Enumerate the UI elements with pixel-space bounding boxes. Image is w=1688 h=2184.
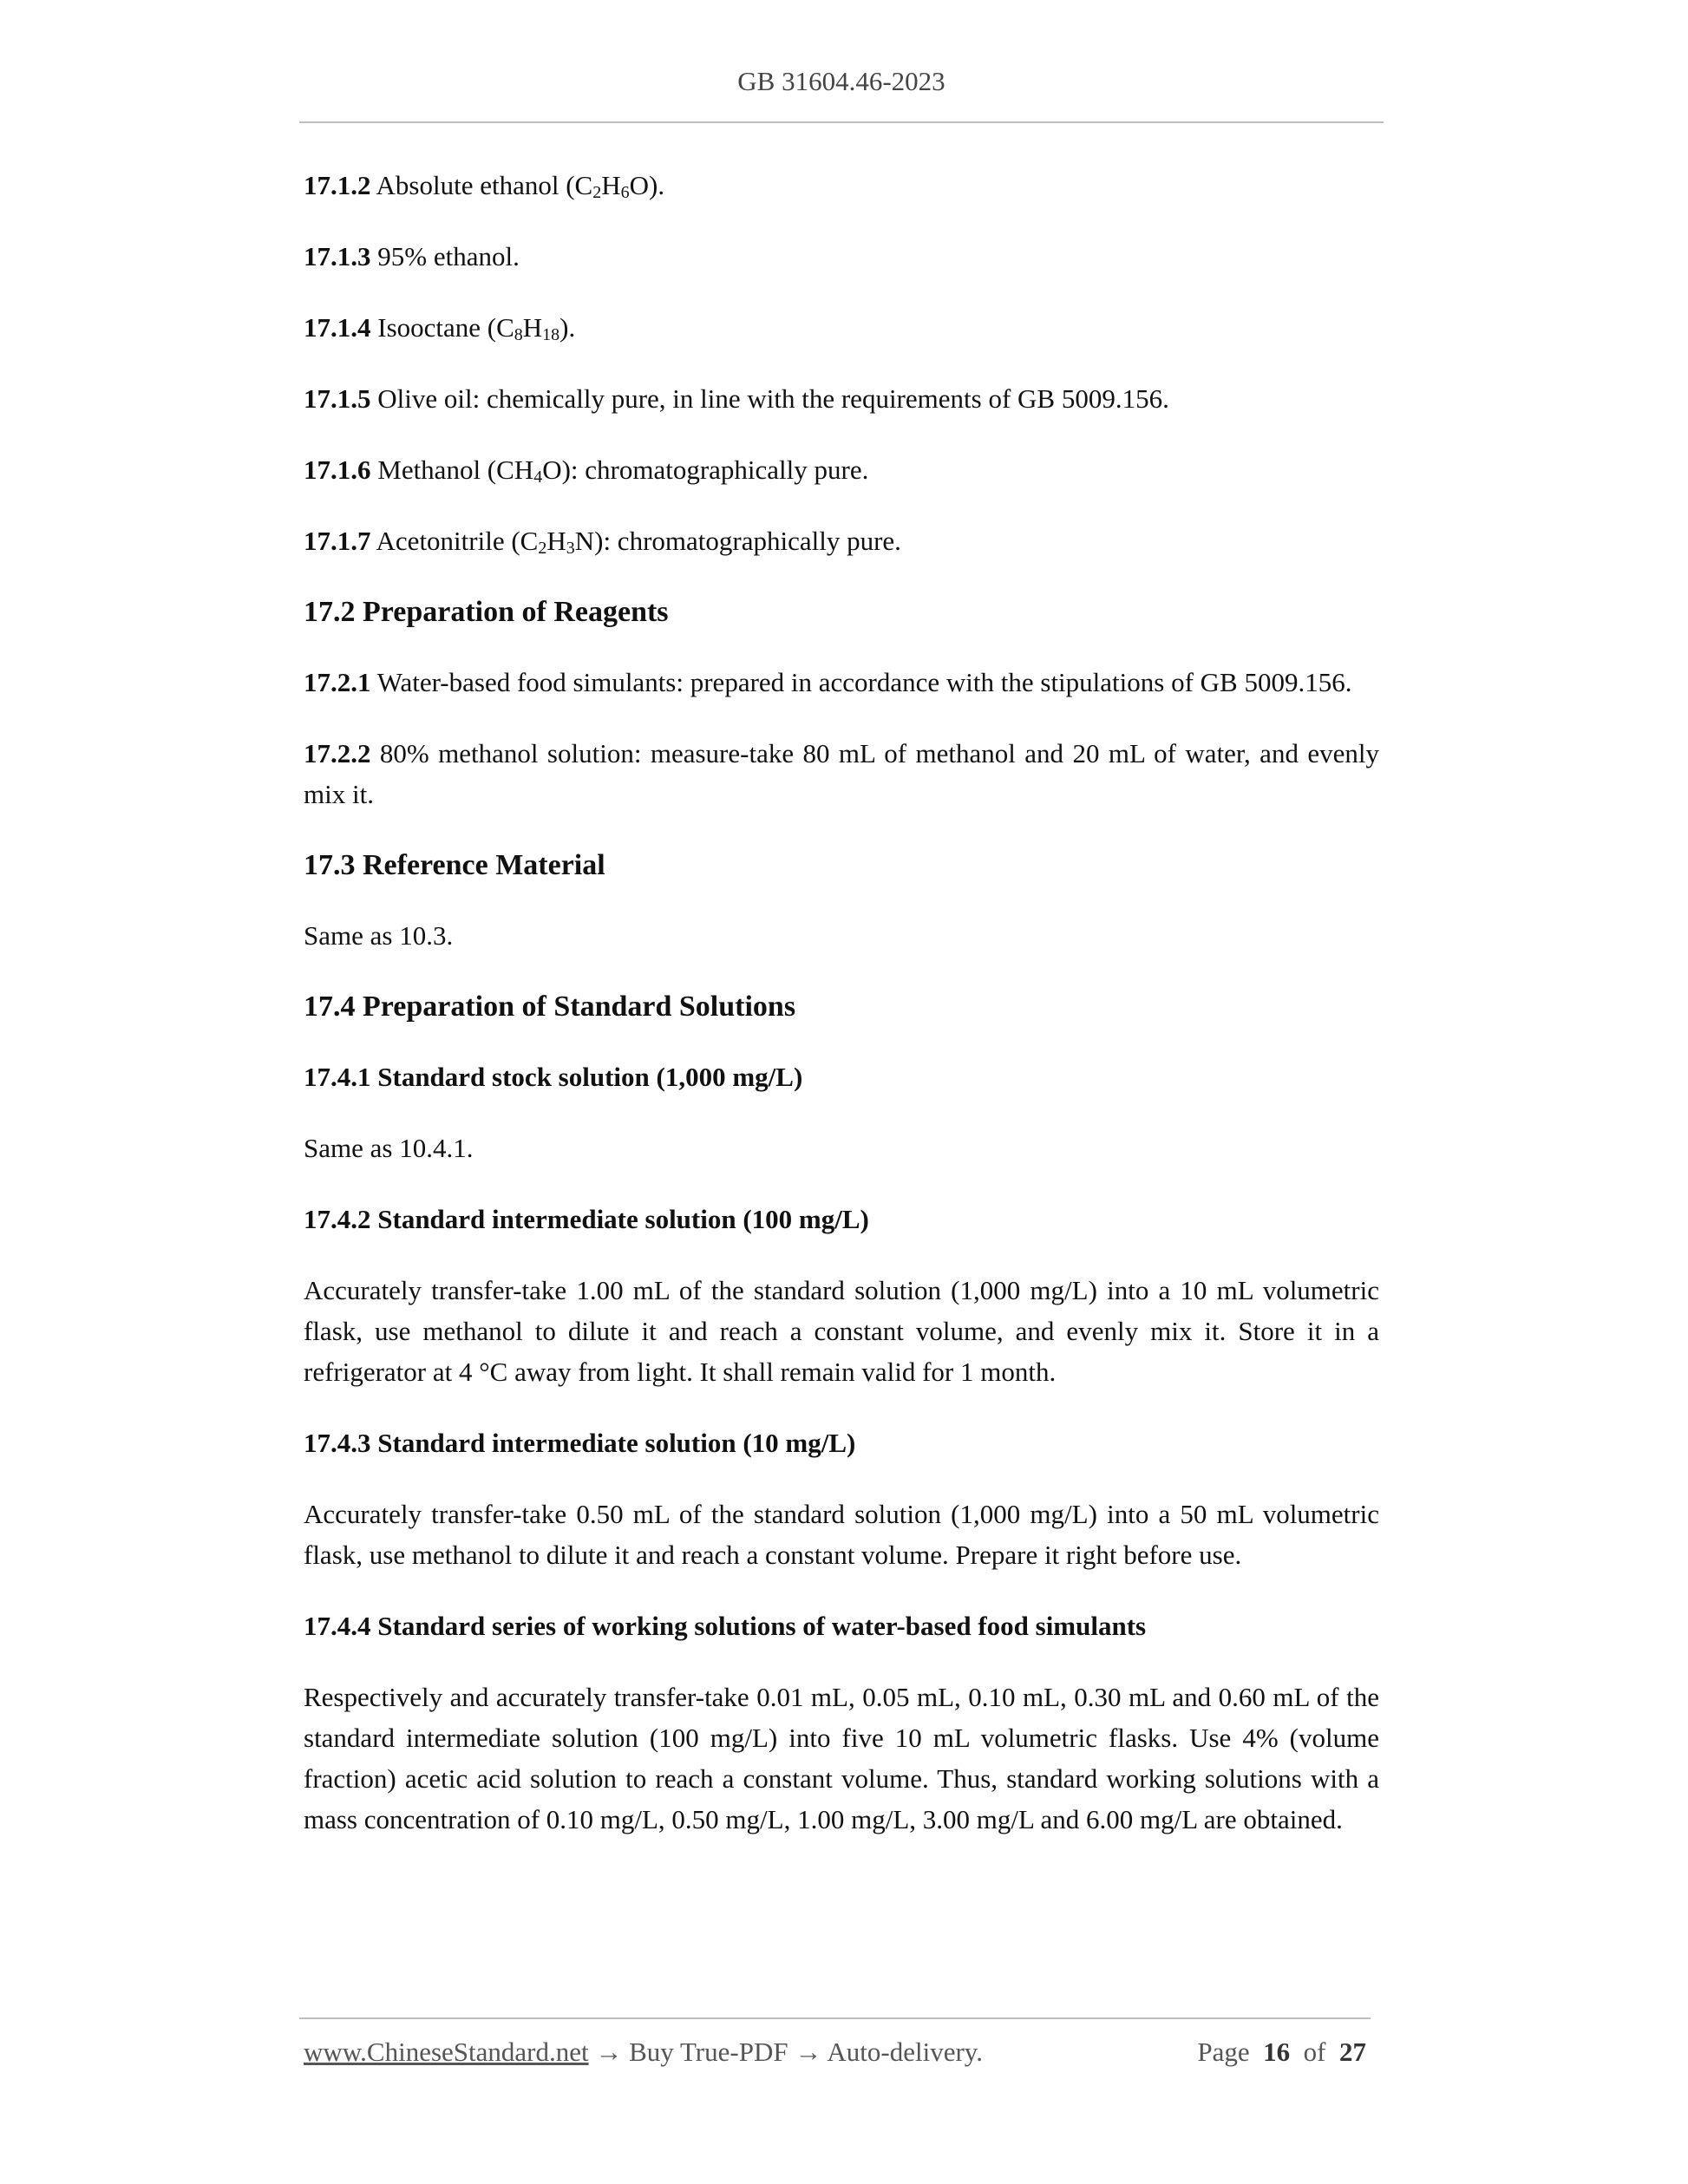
section-heading-17-4: 17.4 Preparation of Standard Solutions [304,991,796,1023]
chinesestandard-link[interactable]: www.ChineseStandard.net [304,2037,589,2067]
clause-17-2-1: 17.2.1 Water-based food simulants: prepared in accordance with the stipulations of GB 5009.156. [304,667,1352,697]
paragraph-17-4-2: Accurately transfer-take 1.00 mL of the standard solution (1,000 mg/L) into a 10 mL volumetric flask, use methanol to dilute it and reach a constant volume, and evenly mix it. Store it in a refrigerator at 4 °C away from light. It shall remain valid for 1 month. [304,1275,1379,1387]
page-total: 27 [1339,2037,1366,2067]
buy-true-pdf-text: Buy True-PDF [629,2037,788,2067]
clause-number: 17.1.3 [304,241,371,271]
clause-number: 17.1.6 [304,454,371,485]
clause-number: 17.1.4 [304,312,371,343]
clause-number: 17.2.1 [304,667,371,697]
page-number: 16 [1263,2037,1291,2067]
section-heading-17-2: 17.2 Preparation of Reagents [304,596,669,628]
clause-number: 17.1.7 [304,526,371,556]
clause-17-1-5: 17.1.5 Olive oil: chemically pure, in line with the requirements of GB 5009.156. [304,383,1169,414]
clause-number: 17.2.2 [304,738,371,768]
document-body [304,165,1379,1870]
auto-delivery-text: Auto-delivery. [827,2037,984,2067]
footer-divider [299,2017,1371,2019]
section-heading-17-3: 17.3 Reference Material [304,849,605,881]
subsection-heading-17-4-3: 17.4.3 Standard intermediate solution (10 mg/L) [304,1428,856,1458]
clause-17-1-6: 17.1.6 Methanol $(CH_4O)$: chromatographically pure. [304,454,869,487]
subsection-heading-17-4-4: 17.4.4 Standard series of working solutions of water-based food simulants [304,1611,1147,1641]
clause-17-2-2: 17.2.2 80% methanol solution: measure-take 80 mL of methanol and 20 mL of water, and evenly mix it. [304,738,1379,809]
subsection-heading-17-4-1: 17.4.1 Standard stock solution (1,000 mg/L) [304,1062,803,1092]
page-label: Page [1197,2037,1250,2067]
of-label: of [1303,2037,1326,2067]
clause-number: 17.1.2 [304,170,371,200]
paragraph-17-4-3: Accurately transfer-take 0.50 mL of the standard solution (1,000 mg/L) into a 50 mL volumetric flask, use methanol to dilute it and reach a constant volume. Prepare it right before use. [304,1499,1379,1570]
clause-17-1-3: 17.1.3 95% ethanol. [304,241,520,271]
clause-17-1-4: 17.1.4 Isooctane $(C_8H_{18})$. [304,312,576,344]
header-divider [299,121,1384,123]
arrow-right-icon: → [595,2037,623,2067]
page-header-title: GB 31604.46-2023 [737,66,945,96]
paragraph-17-4-1: Same as 10.4.1. [304,1133,474,1163]
clause-17-1-7: 17.1.7 Acetonitrile $(C_2H_3N)$: chromatographically pure. [304,526,901,558]
subsection-heading-17-4-2: 17.4.2 Standard intermediate solution (100 mg/L) [304,1204,869,1234]
arrow-right-icon: → [795,2037,822,2067]
clause-17-1-2: 17.1.2 Absolute ethanol $(C_2H_6O)$. [304,170,665,202]
paragraph-17-3: Same as 10.3. [304,920,454,951]
clause-number: 17.1.5 [304,383,371,414]
page-footer [304,2037,1371,2068]
paragraph-17-4-4: Respectively and accurately transfer-take 0.01 mL, 0.05 mL, 0.10 mL, 0.30 mL and 0.60 mL of the standard intermediate solution (100 mg/L) into five 10 mL volumetric flasks. Use 4% (volume fraction) acetic acid solution to reach a constant volume. Thus, standard working solutions with a mass concentration of 0.10 mg/L, 0.50 mg/L, 1.00 mg/L, 3.00 mg/L and 6.00 mg/L are obtained. [304,1682,1379,1834]
page-indicator [1197,2037,1366,2068]
